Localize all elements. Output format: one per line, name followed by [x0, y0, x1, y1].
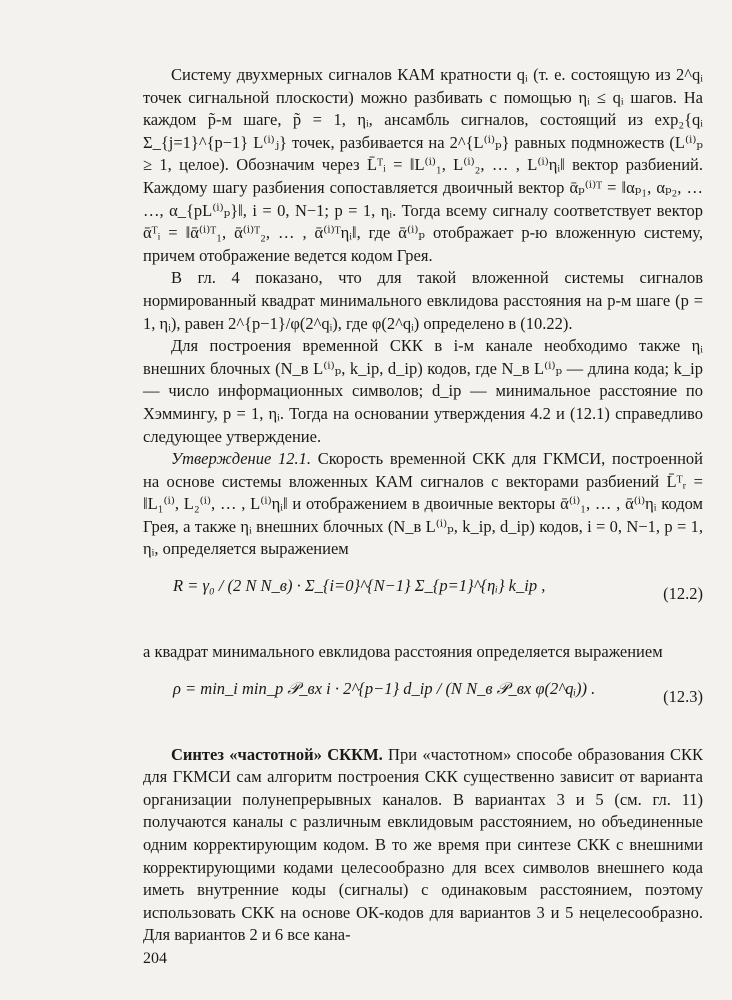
- statement-lead: Утверждение 12.1.: [171, 449, 312, 469]
- formula-12-2-number: (12.2): [663, 584, 703, 604]
- section-frequency-synthesis: [143, 744, 703, 947]
- paragraph-1: Систему двухмерных сигналов КАМ кратности qᵢ (т. е. состоящую из 2^qᵢ точек сигнальной плоскости) можно разбивать с помощью ηᵢ ≤ qᵢ шагов. На каждом p̃-м шаге, p̃ = 1, ηᵢ, ансамбль сигналов, состоящий из exp₂{qᵢ Σ_{j=1}^{p−1} L⁽ⁱ⁾ⱼ} точек, разбивается на 2^{L⁽ⁱ⁾ₚ} равных подмножеств (L⁽ⁱ⁾ₚ ≥ 1, целое). Обозначим через L̄ᵀᵢ = ‖L⁽ⁱ⁾₁, L⁽ⁱ⁾₂, … , L⁽ⁱ⁾ηᵢ‖ вектор разбиений. Каждому шагу разбиения сопоставляется двоичный вектор ᾱₚ⁽ⁱ⁾ᵀ = ‖αₚ₁, αₚ₂, … …, α_{pL⁽ⁱ⁾ₚ}‖, i = 0, N−1; p = 1, ηᵢ. Тогда всему сигналу соответствует вектор ᾱᵀᵢ = ‖ᾱ⁽ⁱ⁾ᵀ₁, ᾱ⁽ⁱ⁾ᵀ₂, … , ᾱ⁽ⁱ⁾ᵀηᵢ‖, где ᾱ⁽ⁱ⁾ₚ отображает p-ю вложенную систему, причем отображение ведется кодом Грея.: [143, 65, 703, 265]
- formula-12-3-expression: ρ = min_i min_p 𝒫_вх i · 2^{p−1} d_ip / (N N_в 𝒫_вх φ(2^qᵢ)) .: [173, 678, 596, 698]
- formula-12-2-expression: R = γ₀ / (2 N N_в) · Σ_{i=0}^{N−1} Σ_{p=1}^{ηᵢ} k_ip ,: [173, 576, 546, 596]
- paragraph-3: Для построения временной СКК в i-м канале необходимо также ηᵢ внешних блочных (N_в L⁽ⁱ⁾ₚ, k_ip, d_ip) кодов, где N_в L⁽ⁱ⁾ₚ — длина кода; k_ip — число информационных символов; d_ip — минимальное расстояние по Хэммингу, p = 1, ηᵢ. Тогда на основании утверждения 4.2 и (12.1) справедливо следующее утверждение.: [143, 336, 703, 446]
- page-number: 204: [143, 950, 167, 967]
- section-text: При «частотном» способе образования СКК для ГКМСИ сам алгоритм построения СКК существенно зависит от варианта организации полунепрерывных каналов. В вариантах 3 и 5 (см. гл. 11) получаются каналы с различным евклидовым расстоянием, но объединенные одним корректирующим кодом. В то же время при синтезе СКК с внешними корректирующими кодами целесообразно для всех символов внешнего кода иметь внутренние коды (сигналы) с одинаковым расстоянием, поэтому использовать СКК на основе ОК-кодов для вариантов 3 и 5 нецелесообразно. Для вариантов 2 и 6 все кана-: [143, 744, 703, 945]
- formula-12-3: [143, 672, 703, 732]
- formula-12-3-number: (12.3): [663, 686, 703, 706]
- formula-12-2: [143, 569, 703, 629]
- section-lead: Синтез «частотной» СККМ.: [171, 744, 383, 764]
- statement-12-1: [143, 448, 703, 561]
- statement-text: Скорость временной СКК для ГКМСИ, построенной на основе системы вложенных КАМ сигналов с векторами разбиений L̄ᵀᵣ = ‖L₁⁽ⁱ⁾, L₂⁽ⁱ⁾, … , L⁽ⁱ⁾ηᵢ‖ и отображением в двоичные векторы ᾱ⁽ⁱ⁾₁, … , ᾱ⁽ⁱ⁾ηᵢ кодом Грея, а также ηᵢ внешних блочных (N_в L⁽ⁱ⁾ₚ, k_ip, d_ip) кодов, i = 0, N−1, p = 1, ηᵢ, определяется выражением: [143, 449, 703, 559]
- body-text: [143, 64, 703, 947]
- paragraph-between: а квадрат минимального евклидова расстояния определяется выражением: [143, 642, 663, 662]
- paragraph-2: В гл. 4 показано, что для такой вложенной системы сигналов нормированный квадрат минимального евклидова расстояния на p-м шаге (p = 1, ηᵢ), равен 2^{p−1}/φ(2^qᵢ), где φ(2^qᵢ) определено в (10.22).: [143, 268, 703, 333]
